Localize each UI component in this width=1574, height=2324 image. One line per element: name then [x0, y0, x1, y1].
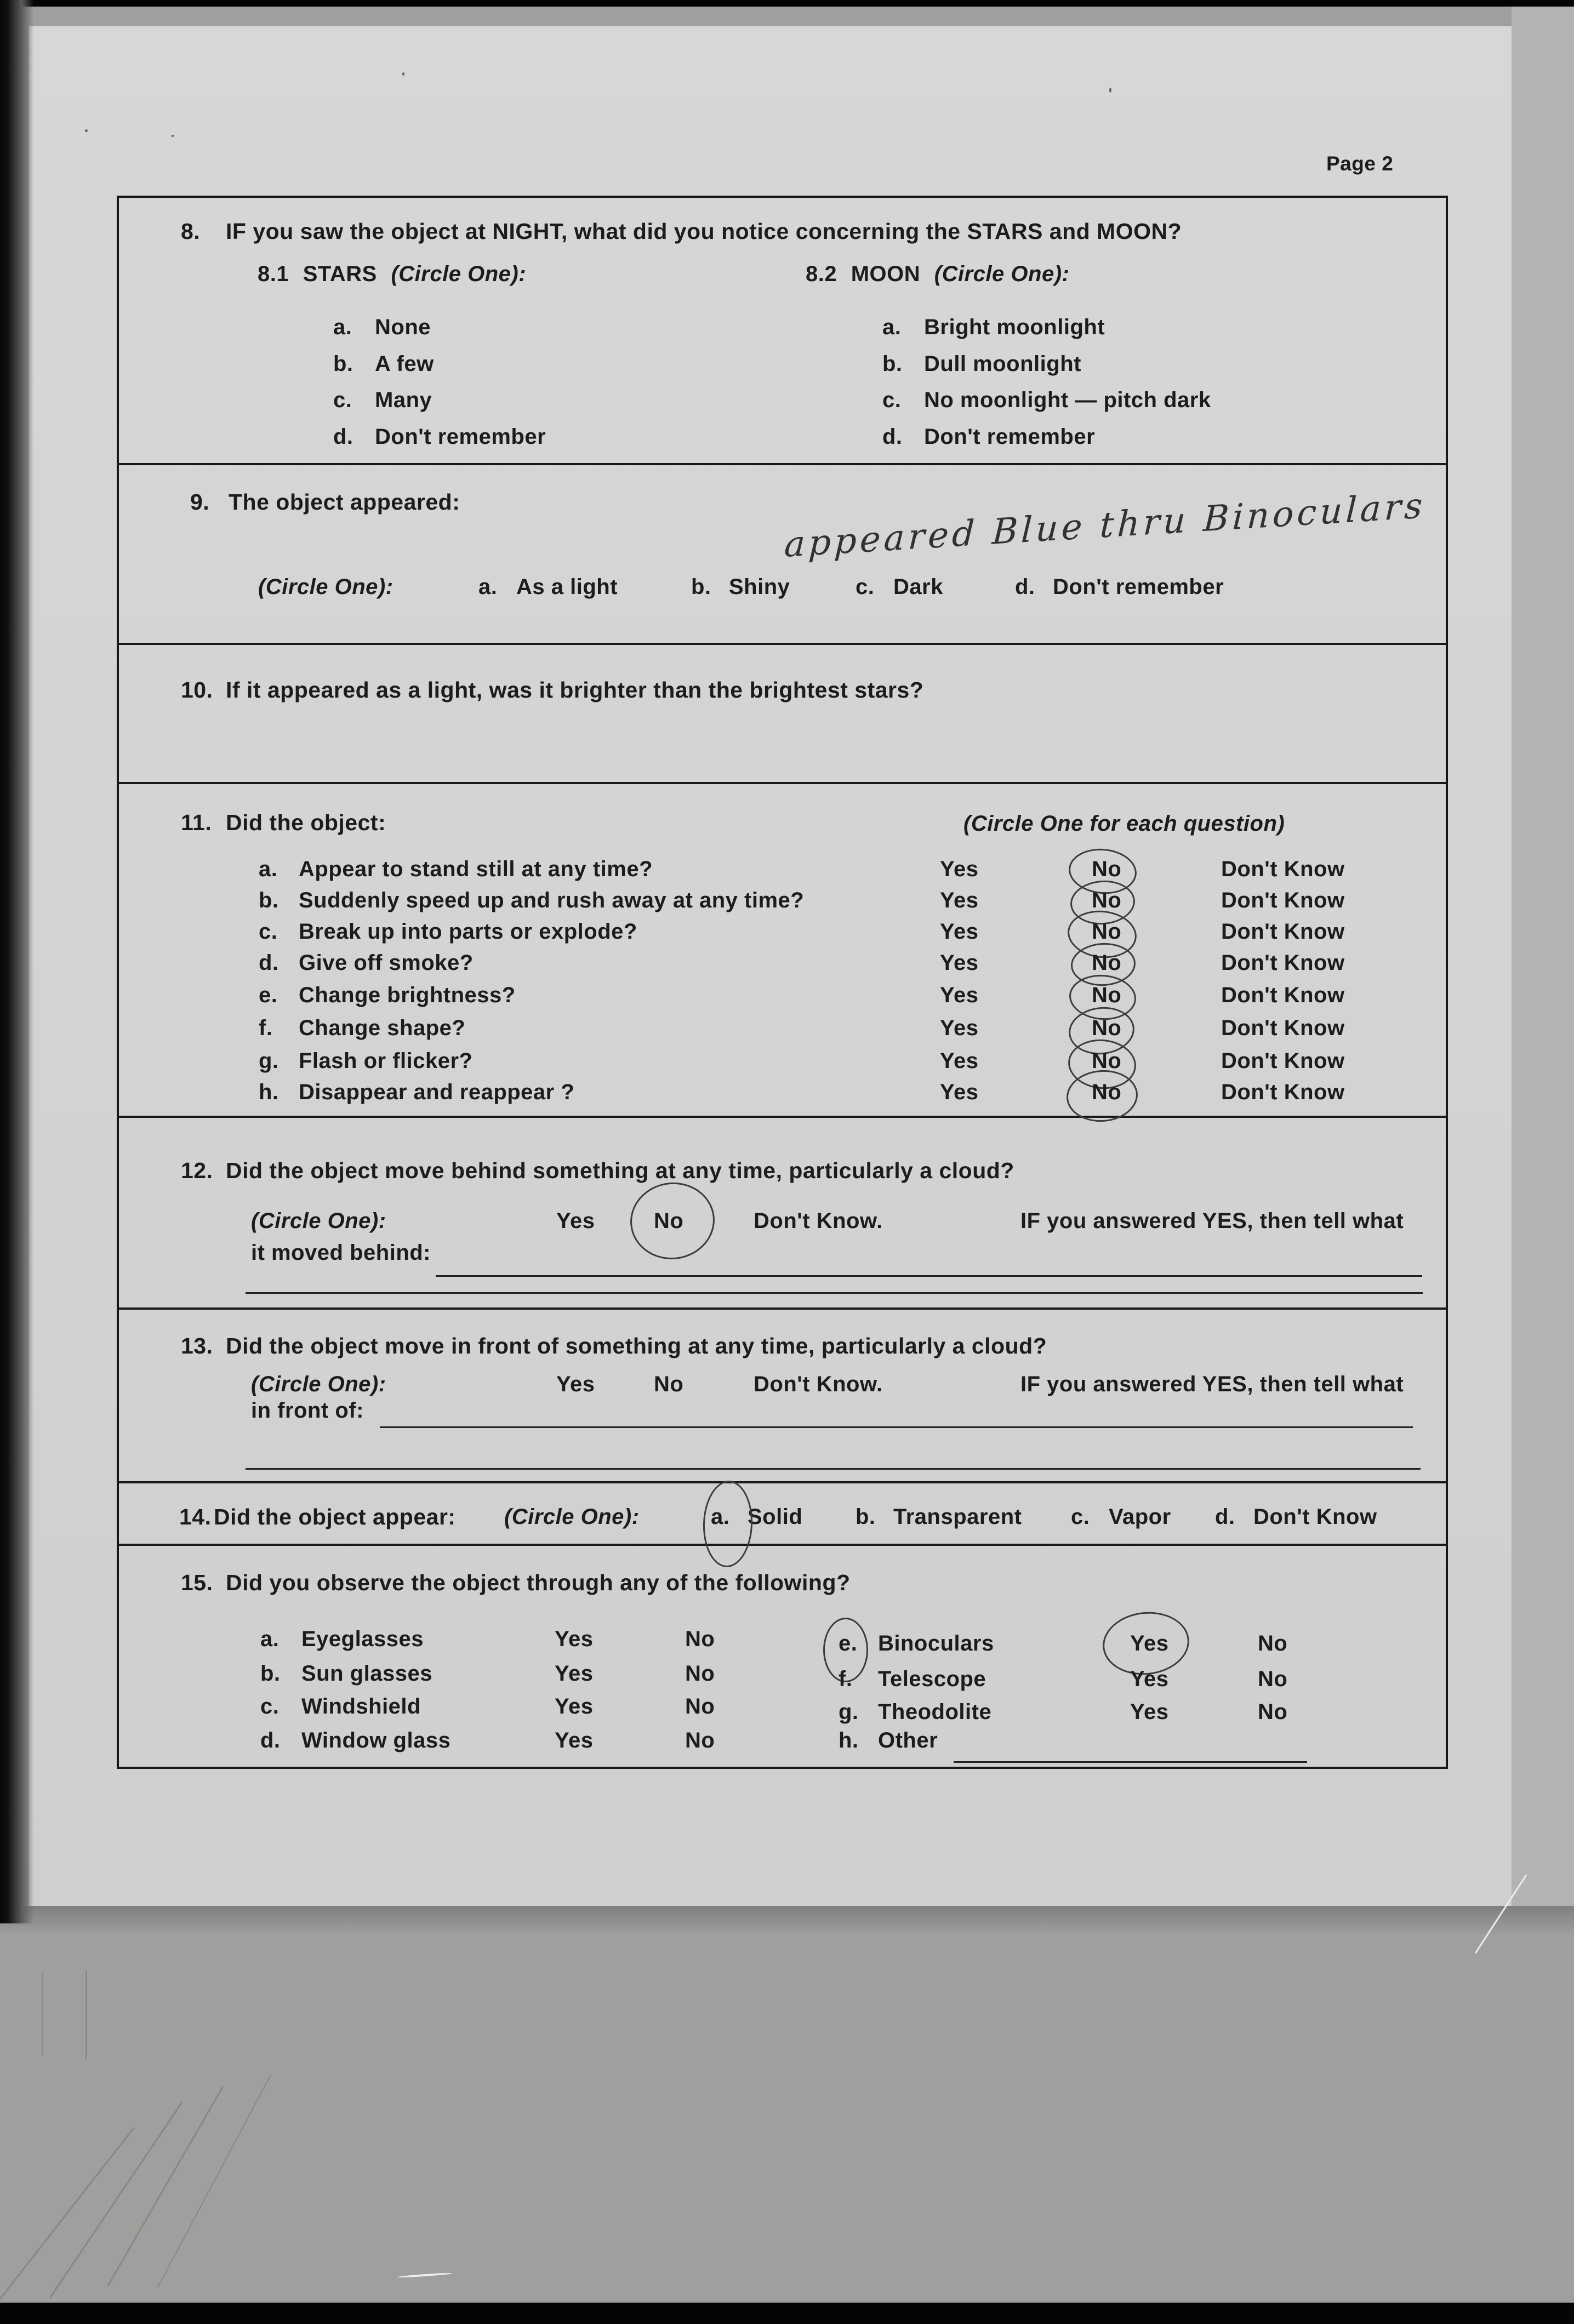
q11-choice-dk: Don't Know — [1221, 983, 1345, 1007]
blank-line — [246, 1468, 1421, 1470]
q15-choice-yes: Yes — [555, 1728, 594, 1752]
q11-row-label: Give off smoke? — [299, 951, 474, 975]
q13-choice-yes: Yes — [556, 1372, 595, 1396]
q15-row-label: Theodolite — [878, 1700, 992, 1724]
blank-line — [436, 1275, 1422, 1277]
q14-option-label: Vapor — [1109, 1505, 1171, 1529]
q15-choice-no: No — [1258, 1631, 1288, 1655]
q13-lead-in: in front of: — [251, 1398, 364, 1423]
q12-number: 12. — [181, 1158, 213, 1183]
q8-1-option-label: Don't remember — [375, 425, 546, 449]
q11-choice-dk: Don't Know — [1221, 1016, 1345, 1040]
q12-choice-dk: Don't Know. — [754, 1209, 883, 1233]
q15-number: 15. — [181, 1570, 213, 1595]
q11-instruction: (Circle One for each question) — [963, 812, 1285, 836]
q11-choice-yes: Yes — [940, 983, 979, 1007]
q11-choice-yes: Yes — [940, 1016, 979, 1040]
scratch-mark — [85, 1971, 87, 2059]
q11-choice-no: No — [1092, 920, 1122, 944]
q15-row-letter: d. — [260, 1728, 281, 1752]
dust-speck — [172, 135, 174, 137]
q8-2-option-label: Dull moonlight — [924, 352, 1081, 376]
q9-option-label: Don't remember — [1053, 575, 1224, 599]
section-divider — [117, 643, 1448, 645]
q15-row-letter: a. — [260, 1627, 280, 1651]
q11-choice-yes: Yes — [940, 951, 979, 975]
q9-number: 9. — [190, 489, 210, 515]
q15-row-label: Other — [878, 1728, 938, 1752]
q11-choice-yes: Yes — [940, 1049, 979, 1073]
q8-1-heading — [258, 261, 526, 287]
q13-followup: IF you answered YES, then tell what — [1020, 1372, 1404, 1396]
q15-row-label: Windshield — [301, 1694, 421, 1718]
q11-choice-no: No — [1092, 1049, 1122, 1073]
q11-row-label: Appear to stand still at any time? — [299, 857, 653, 881]
q11-choice-no: No — [1092, 983, 1122, 1007]
paper-bottom-edge — [0, 1906, 1574, 1936]
blank-line — [246, 1292, 1423, 1294]
film-edge-bottom — [0, 2303, 1574, 2324]
q14-option-letter: b. — [856, 1505, 876, 1529]
q12-followup: IF you answered YES, then tell what — [1020, 1209, 1404, 1233]
q11-choice-no: No — [1092, 1016, 1122, 1040]
q14-option-label: Transparent — [893, 1505, 1022, 1529]
q13-choice-dk: Don't Know. — [754, 1372, 883, 1396]
q8-1-instruction: (Circle One): — [391, 262, 527, 286]
q15-choice-yes: Yes — [555, 1694, 594, 1718]
q14-text: Did the object appear: — [214, 1504, 456, 1529]
q8-2-instruction: (Circle One): — [934, 262, 1070, 286]
q15-text: Did you observe the object through any of the following? — [226, 1570, 851, 1595]
q15-choice-yes: Yes — [1130, 1700, 1169, 1724]
q15-choice-no: No — [685, 1627, 715, 1651]
q8-2-option-letter: d. — [882, 425, 903, 449]
q8-2-heading — [806, 261, 1069, 287]
q8-1-option-label: None — [375, 315, 431, 339]
q15-row-letter: b. — [260, 1661, 281, 1686]
q12-lead-in: it moved behind: — [251, 1241, 431, 1265]
q10-number: 10. — [181, 677, 213, 703]
q15-choice-yes: Yes — [555, 1661, 594, 1686]
section-divider — [117, 463, 1448, 465]
q15-row-letter: h. — [839, 1728, 859, 1752]
q11-row-letter: f. — [259, 1016, 273, 1040]
q12-choice-yes: Yes — [556, 1209, 595, 1233]
q11-row-letter: d. — [259, 951, 279, 975]
q13-choice-no: No — [654, 1372, 684, 1396]
section-divider — [117, 1544, 1448, 1546]
q8-2-option-label: Bright moonlight — [924, 315, 1105, 339]
q11-row-label: Break up into parts or explode? — [299, 920, 637, 944]
q15-choice-yes: Yes — [1130, 1631, 1169, 1655]
q11-choice-no: No — [1092, 951, 1122, 975]
q11-number: 11. — [181, 810, 212, 835]
q15-row-label: Sun glasses — [301, 1661, 432, 1686]
q14-option-letter: a. — [711, 1505, 730, 1529]
q11-choice-dk: Don't Know — [1221, 1080, 1345, 1104]
q9-option-letter: b. — [691, 575, 711, 599]
q11-choice-yes: Yes — [940, 888, 979, 912]
scratch-mark — [157, 2074, 271, 2287]
q15-choice-no: No — [685, 1694, 715, 1718]
q15-choice-no: No — [1258, 1700, 1288, 1724]
q15-row-label: Binoculars — [878, 1631, 994, 1655]
q11-row-letter: g. — [259, 1049, 279, 1073]
q9-text: The object appeared: — [229, 489, 460, 515]
film-edge-top — [0, 0, 1574, 7]
q14-option-label: Solid — [748, 1505, 803, 1529]
q15-row-label: Telescope — [878, 1667, 986, 1691]
dust-speck — [402, 72, 404, 76]
q15-row-letter: g. — [839, 1700, 859, 1724]
q9-option-letter: c. — [856, 575, 875, 599]
q9-instruction: (Circle One): — [258, 575, 394, 599]
q12-text: Did the object move behind something at any time, particularly a cloud? — [226, 1158, 1014, 1183]
q15-row-letter: f. — [839, 1667, 853, 1691]
film-backing-right — [1512, 0, 1574, 1906]
q9-option-label: Dark — [893, 575, 943, 599]
q12-choice-no: No — [654, 1209, 684, 1233]
q14-option-label: Don't Know — [1253, 1505, 1377, 1529]
q15-row-label: Eyeglasses — [301, 1627, 424, 1651]
q9-option-label: As a light — [516, 575, 618, 599]
q11-choice-no: No — [1092, 1080, 1122, 1104]
film-edge-left — [0, 0, 34, 1923]
q8-2-number: 8.2 — [806, 262, 837, 286]
q14-instruction: (Circle One): — [504, 1505, 640, 1529]
q8-2-option-letter: c. — [882, 388, 902, 412]
q11-text: Did the object: — [226, 810, 386, 835]
q8-1-option-label: Many — [375, 388, 432, 412]
q15-choice-no: No — [1258, 1667, 1288, 1691]
q8-1-option-letter: a. — [333, 315, 352, 339]
dust-speck — [1109, 88, 1111, 93]
q15-choice-no: No — [685, 1661, 715, 1686]
q9-option-letter: d. — [1015, 575, 1035, 599]
scratch-mark-white — [397, 2272, 452, 2279]
q11-row-label: Change brightness? — [299, 983, 516, 1007]
q11-row-label: Disappear and reappear ? — [299, 1080, 575, 1104]
q11-row-label: Flash or flicker? — [299, 1049, 473, 1073]
section-divider — [117, 1481, 1448, 1483]
q15-row-label: Window glass — [301, 1728, 451, 1752]
q8-2-option-label: Don't remember — [924, 425, 1096, 449]
q11-choice-dk: Don't Know — [1221, 1049, 1345, 1073]
dust-speck — [85, 129, 88, 132]
q11-choice-yes: Yes — [940, 920, 979, 944]
q13-instruction: (Circle One): — [251, 1372, 386, 1396]
section-divider — [117, 1307, 1448, 1310]
q11-choice-no: No — [1092, 888, 1122, 912]
handwritten-note: appeared Blue thru Binoculars — [783, 486, 1427, 566]
q11-choice-dk: Don't Know — [1221, 888, 1345, 912]
q15-row-letter: e. — [839, 1631, 858, 1655]
q14-number: 14. — [179, 1504, 212, 1529]
q15-choice-yes: Yes — [555, 1627, 594, 1651]
q11-row-letter: b. — [259, 888, 279, 912]
q9-option-letter: a. — [478, 575, 498, 599]
q11-row-letter: c. — [259, 920, 278, 944]
q11-choice-dk: Don't Know — [1221, 920, 1345, 944]
q15-choice-no: No — [685, 1728, 715, 1752]
q11-row-label: Suddenly speed up and rush away at any time? — [299, 888, 805, 912]
q8-1-option-label: A few — [375, 352, 434, 376]
q8-2-option-letter: b. — [882, 352, 903, 376]
q8-1-option-letter: b. — [333, 352, 353, 376]
q11-choice-dk: Don't Know — [1221, 857, 1345, 881]
q10-text: If it appeared as a light, was it brighter than the brightest stars? — [226, 677, 924, 703]
q15-row-letter: c. — [260, 1694, 280, 1718]
q11-row-letter: e. — [259, 983, 278, 1007]
q14-option-letter: c. — [1071, 1505, 1090, 1529]
q9-option-label: Shiny — [729, 575, 790, 599]
q8-1-title: STARS — [303, 262, 377, 286]
q11-row-letter: h. — [259, 1080, 279, 1104]
scratch-mark — [42, 1973, 43, 2055]
q8-1-option-letter: d. — [333, 425, 353, 449]
q15-choice-yes: Yes — [1130, 1667, 1169, 1691]
q11-row-label: Change shape? — [299, 1016, 466, 1040]
q8-2-option-label: No moonlight — pitch dark — [924, 388, 1211, 412]
q8-1-option-letter: c. — [333, 388, 352, 412]
page-label: Page 2 — [1326, 152, 1394, 175]
q8-number: 8. — [181, 219, 201, 244]
q11-choice-yes: Yes — [940, 1080, 979, 1104]
q11-choice-dk: Don't Know — [1221, 951, 1345, 975]
section-divider — [117, 782, 1448, 784]
blank-line — [954, 1761, 1307, 1763]
q12-instruction: (Circle One): — [251, 1209, 386, 1233]
blank-line — [380, 1426, 1413, 1428]
q11-row-letter: a. — [259, 857, 278, 881]
q11-choice-yes: Yes — [940, 857, 979, 881]
q13-number: 13. — [181, 1333, 213, 1358]
q8-1-number: 8.1 — [258, 262, 289, 286]
section-divider — [117, 1116, 1448, 1118]
q8-2-option-letter: a. — [882, 315, 902, 339]
q8-2-title: MOON — [851, 262, 921, 286]
q14-option-letter: d. — [1215, 1505, 1235, 1529]
q8-text: IF you saw the object at NIGHT, what did you notice concerning the STARS and MOON? — [226, 219, 1182, 244]
q13-text: Did the object move in front of something at any time, particularly a cloud? — [226, 1333, 1047, 1358]
q11-choice-no: No — [1092, 857, 1122, 881]
